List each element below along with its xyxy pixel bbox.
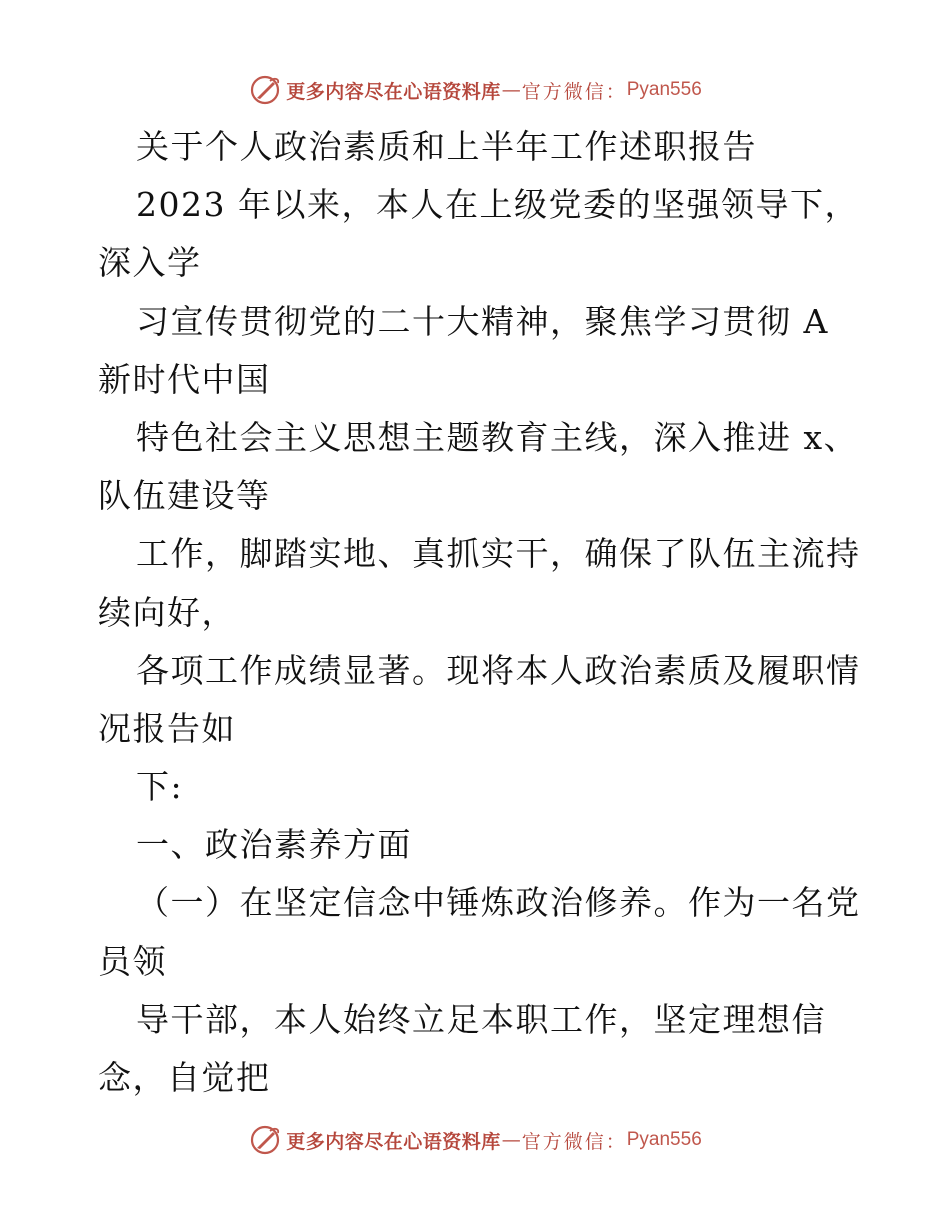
watermark-wechat-id: Pyan556	[626, 1129, 702, 1150]
text-line: 念，自觉把	[98, 1058, 271, 1097]
text-line: 深入学	[98, 243, 202, 283]
text-line: 队伍建设等	[98, 476, 271, 516]
text-line: 新时代中国	[98, 359, 271, 399]
text-line: 习宣传贯彻党的二十大精神，聚焦学习贯彻 A	[136, 301, 829, 341]
text-line: 工作，脚踏实地、真抓实干，确保了队伍主流持	[136, 534, 861, 574]
text-line: 下:	[136, 767, 184, 807]
text-line: （一）在坚定信念中锤炼政治修养。作为一名党	[136, 883, 861, 923]
document-body	[98, 118, 868, 1107]
watermark-header	[0, 70, 950, 110]
watermark-site-text: 更多内容尽在心语资料库	[286, 80, 501, 103]
quill-logo-icon	[248, 73, 282, 107]
watermark-wechat-label: 官方微信：	[521, 80, 627, 103]
text-line: 2023 年以来，本人在上级党委的坚强领导下，	[136, 185, 859, 225]
watermark-dash: —	[501, 79, 521, 101]
quill-logo-icon	[248, 1123, 282, 1157]
text-line: 况报告如	[98, 708, 236, 748]
watermark-dash: —	[501, 1129, 521, 1151]
watermark-wechat-id: Pyan556	[626, 79, 702, 100]
text-line: 一、政治素养方面	[136, 825, 412, 865]
text-line: 关于个人政治素质和上半年工作述职报告	[136, 127, 757, 166]
text-line: 各项工作成绩显著。现将本人政治素质及履职情	[136, 650, 861, 690]
watermark-wechat-label: 官方微信：	[521, 1130, 627, 1153]
text-line: 续向好，	[98, 592, 236, 632]
text-line: 特色社会主义思想主题教育主线，深入推进 x、	[136, 417, 859, 457]
text-line: 员领	[98, 941, 167, 981]
watermark-footer	[0, 1120, 950, 1160]
text-line: 导干部，本人始终立足本职工作，坚定理想信	[136, 999, 826, 1039]
watermark-site-text: 更多内容尽在心语资料库	[286, 1130, 501, 1153]
